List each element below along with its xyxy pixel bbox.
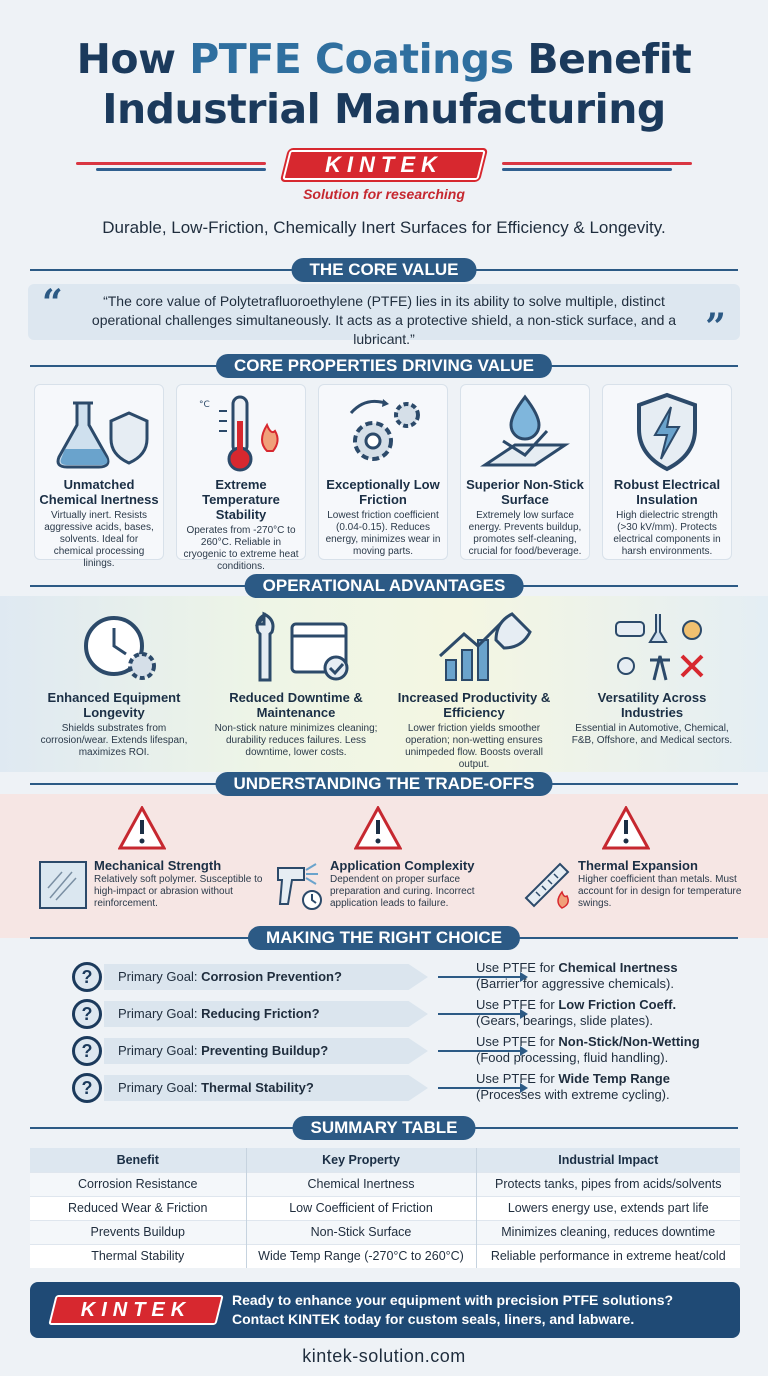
warning-icon <box>354 806 402 850</box>
goal-text: Primary Goal: Preventing Buildup? <box>118 1043 329 1058</box>
advantage-title: Enhanced Equipment Longevity <box>47 690 181 720</box>
core-value-quote <box>28 282 740 348</box>
advantage-title: Increased Productivity & Efficiency <box>397 690 551 720</box>
table-row <box>30 1172 740 1196</box>
tradeoff-thermal <box>516 806 756 936</box>
summary-header: SUMMARY TABLE <box>0 1116 768 1140</box>
ruler-flame-icon <box>522 858 572 912</box>
tradeoff-mechanical <box>32 806 272 936</box>
table-row <box>30 1220 740 1244</box>
advantage-text: Non-stick nature minimizes cleaning; durability reduces failures. Less downtime, lower costs. <box>214 723 378 758</box>
tradeoff-title: Mechanical Strength <box>94 858 222 873</box>
column-header: Benefit <box>30 1148 246 1172</box>
choice-header: MAKING THE RIGHT CHOICE <box>0 926 768 950</box>
table-header-row <box>30 1148 740 1172</box>
table-cell: Protects tanks, pipes from acids/solvents <box>476 1172 740 1196</box>
footer-kintek-logo: KINTEK <box>80 1299 192 1321</box>
table-cell: Wide Temp Range (-270°C to 260°C) <box>246 1244 476 1268</box>
tradeoff-text: Higher coefficient than metals. Must account for in design for temperature swings. <box>578 874 742 909</box>
wrench-calendar-icon <box>212 610 380 686</box>
question-icon: ? <box>72 999 102 1029</box>
question-icon: ? <box>72 1036 102 1066</box>
property-title: Extreme Temperature Stability <box>202 477 280 522</box>
advantages-header: OPERATIONAL ADVANTAGES <box>0 574 768 598</box>
column-header: Industrial Impact <box>476 1148 740 1172</box>
question-icon: ? <box>72 1073 102 1103</box>
clock-gear-icon <box>30 610 198 686</box>
industries-icon <box>568 610 736 686</box>
advantage-productivity <box>390 610 558 771</box>
column-header: Key Property <box>246 1148 476 1172</box>
flask-shield-icon <box>35 391 163 477</box>
advantage-title: Reduced Downtime & Maintenance <box>229 690 363 720</box>
table-row <box>30 1196 740 1220</box>
quote-text: “The core value of Polytetrafluoroethylene (PTFE) lies in its ability to solve multiple, distinct operational challenges simultaneously. It acts as a protective shield, a non-stick surface, and a lubricant.” <box>91 293 677 347</box>
use-text: Use PTFE for Chemical Inertness (Barrier for aggressive chemicals). <box>476 960 678 991</box>
page-title: How PTFE Coatings Benefit Industrial Manufacturing <box>76 35 692 133</box>
question-icon: ? <box>72 962 102 992</box>
choice-row <box>72 1073 692 1103</box>
property-card-nonstick <box>460 384 590 560</box>
droplet-surface-icon <box>461 391 589 477</box>
core-properties-header: CORE PROPERTIES DRIVING VALUE <box>0 354 768 378</box>
property-card-friction <box>318 384 448 560</box>
lightning-shield-icon <box>603 391 731 477</box>
brand-slogan: Solution for researching <box>303 186 465 202</box>
tradeoffs-header: UNDERSTANDING THE TRADE-OFFS <box>0 772 768 796</box>
property-title: Robust Electrical Insulation <box>613 477 721 507</box>
advantage-versatility <box>568 610 736 747</box>
tradeoff-title: Thermal Expansion <box>578 858 698 873</box>
open-quote-icon: “ <box>42 282 63 324</box>
tradeoff-title: Application Complexity <box>330 858 475 873</box>
advantage-text: Lower friction yields smoother operation; non-wetting ensures unimpeded flow. Boosts overall output. <box>405 723 543 770</box>
page-subtitle: Durable, Low-Friction, Chemically Inert Surfaces for Efficiency & Longevity. <box>102 218 666 237</box>
footer-cta-text: Ready to enhance your equipment with precision PTFE solutions? Contact KINTEK today for custom seals, liners, and labware. <box>232 1292 674 1327</box>
kintek-logo: KINTEK <box>325 152 443 177</box>
left-stripes <box>76 162 266 178</box>
use-text: Use PTFE for Wide Temp Range (Processes with extreme cycling). <box>476 1071 670 1102</box>
brand-logo-row <box>0 150 768 206</box>
choice-row <box>72 999 692 1029</box>
table-cell: Prevents Buildup <box>30 1220 246 1244</box>
table-cell: Chemical Inertness <box>246 1172 476 1196</box>
advantage-text: Shields substrates from corrosion/wear. Extends lifespan, maximizes ROI. <box>40 723 188 758</box>
spray-gun-timer-icon <box>274 858 324 912</box>
table-cell: Thermal Stability <box>30 1244 246 1268</box>
property-text: Extremely low surface energy. Prevents buildup, promotes self-cleaning, crucial for food/beverage. <box>468 510 582 557</box>
property-text: Operates from -270°C to 260°C. Reliable in cryogenic to extreme heat conditions. <box>183 525 299 572</box>
footer-cta-banner[interactable] <box>30 1282 740 1338</box>
use-text: Use PTFE for Low Friction Coeff. (Gears, bearings, slide plates). <box>476 997 677 1028</box>
table-row <box>30 1244 740 1268</box>
table-cell: Corrosion Resistance <box>30 1172 246 1196</box>
property-title: Exceptionally Low Friction <box>326 477 440 507</box>
website-url[interactable]: kintek-solution.com <box>302 1346 466 1366</box>
property-title: Superior Non-Stick Surface <box>466 477 584 507</box>
advantage-downtime <box>212 610 380 759</box>
warning-icon <box>118 806 166 850</box>
property-text: High dielectric strength (>30 kV/mm). Protects electrical components in harsh environments. <box>613 510 721 557</box>
celsius-label: °C <box>199 400 210 410</box>
scratched-surface-icon <box>38 858 88 912</box>
gears-icon <box>319 391 447 477</box>
table-cell: Minimizes cleaning, reduces downtime <box>476 1220 740 1244</box>
warning-icon <box>602 806 650 850</box>
goal-text: Primary Goal: Corrosion Prevention? <box>118 969 342 984</box>
tradeoff-application <box>268 806 508 936</box>
right-stripes <box>502 162 692 178</box>
close-quote-icon: ” <box>705 306 726 348</box>
summary-table <box>30 1148 740 1268</box>
property-card-electrical <box>602 384 732 560</box>
goal-text: Primary Goal: Reducing Friction? <box>118 1006 320 1021</box>
choice-row <box>72 962 692 992</box>
core-value-header: THE CORE VALUE <box>0 258 768 282</box>
tradeoff-text: Dependent on proper surface preparation and curing. Incorrect application leads to failure. <box>330 874 475 909</box>
thermometer-flame-icon <box>177 391 305 477</box>
growth-chart-rocket-icon <box>390 610 558 686</box>
property-title: Unmatched Chemical Inertness <box>39 477 159 507</box>
property-text: Virtually inert. Resists aggressive acids, bases, solvents. Ideal for chemical processing linings. <box>44 510 154 569</box>
table-cell: Reduced Wear & Friction <box>30 1196 246 1220</box>
property-text: Lowest friction coefficient (0.04-0.15). Reduces energy, minimizes wear in moving parts. <box>325 510 441 557</box>
property-card-temperature <box>176 384 306 572</box>
table-cell: Non-Stick Surface <box>246 1220 476 1244</box>
tradeoff-text: Relatively soft polymer. Susceptible to high-impact or abrasion without reinforcement. <box>94 874 263 909</box>
goal-text: Primary Goal: Thermal Stability? <box>118 1080 314 1095</box>
advantage-title: Versatility Across Industries <box>597 690 707 720</box>
use-text: Use PTFE for Non-Stick/Non-Wetting (Food processing, fluid handling). <box>476 1034 700 1065</box>
table-cell: Low Coefficient of Friction <box>246 1196 476 1220</box>
advantage-text: Essential in Automotive, Chemical, F&B, Offshore, and Medical sectors. <box>571 723 733 746</box>
choice-row <box>72 1034 700 1066</box>
property-card-chemical <box>34 384 164 569</box>
table-cell: Lowers energy use, extends part life <box>476 1196 740 1220</box>
table-cell: Reliable performance in extreme heat/cold <box>476 1244 740 1268</box>
advantage-longevity <box>30 610 198 759</box>
